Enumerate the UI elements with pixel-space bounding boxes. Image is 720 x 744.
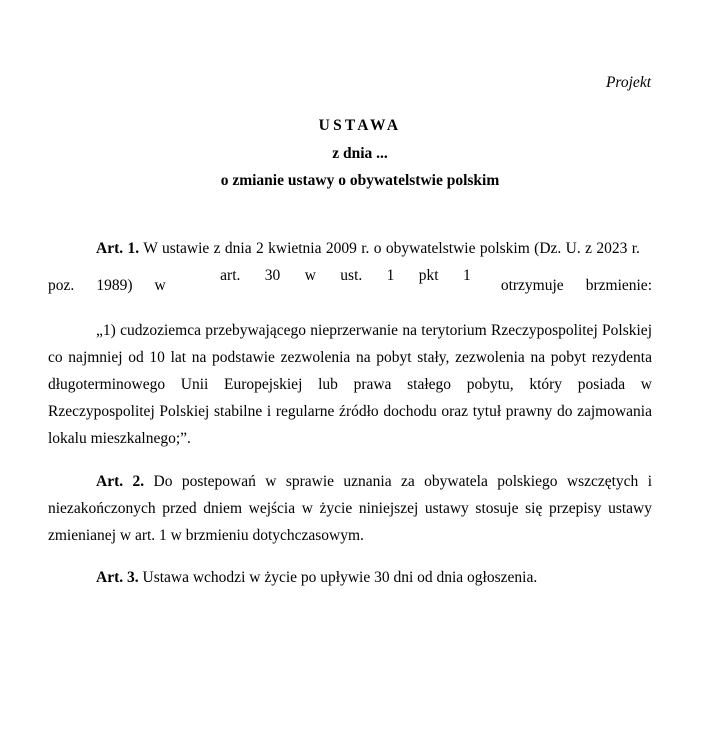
document-title: USTAWA (318, 117, 402, 134)
document-subject: o zmianie ustawy o obywatelstwie polskim (220, 172, 500, 189)
amendment-text (48, 317, 652, 452)
article-2-label: Art. 2. (96, 473, 145, 490)
highlighted-word: 1 (462, 267, 471, 284)
word: 1989) (96, 277, 133, 294)
word: poz. (48, 277, 75, 294)
word: brzmienie: (585, 277, 652, 294)
article-2-text: Do postepowań w sprawie uznania za obywatela polskiego wszczętych i niezakończonych przed dniem wejścia w życie niniejszej ustawy stosuje się przepisy ustawy zmienianej w art. 1 w brzmieniu dotychczasowym. (48, 473, 652, 544)
word: otrzymuje (500, 277, 564, 294)
highlighted-word: 30 (264, 267, 281, 284)
highlighted-word: ust. (340, 267, 363, 284)
article-3-text: Ustawa wchodzi w życie po upływie 30 dni od dnia ogłoszenia. (142, 569, 538, 586)
document-date: z dnia ... (332, 145, 388, 162)
article-1-paragraph (48, 235, 652, 262)
article-3-paragraph (48, 564, 652, 591)
article-3-label: Art. 3. (96, 569, 139, 586)
article-2-paragraph (48, 468, 652, 549)
article-1-label: Art. 1. (96, 240, 140, 257)
highlighted-word: 1 (386, 267, 395, 284)
draft-label: Projekt (605, 74, 651, 91)
highlighted-word: art. (220, 267, 241, 284)
article-1-text: W ustawie z dnia 2 kwietnia 2009 r. o obywatelstwie polskim (Dz. U. z 2023 r. (143, 240, 640, 257)
amendment-body: „1) cudzoziemca przebywającego nieprzerwanie na terytorium Rzeczypospolitej Polskiej co najmniej od 10 lat na podstawie zezwolenia na pobyt stały, zezwolenia na pobyt rezydenta długoterminowego Unii Europejskiej lub prawa stałego pobytu, który posiada w Rzeczypospolitej Polskiej stabilne i regularne źródło dochodu oraz tytuł prawny do zajmowania lokalu mieszkalnego;”. (48, 322, 652, 447)
word: w (154, 277, 166, 294)
article-1-line-2 (48, 262, 652, 299)
highlighted-word: w (304, 267, 316, 284)
highlighted-word: pkt (418, 267, 439, 284)
highlighted-reference (188, 262, 479, 290)
